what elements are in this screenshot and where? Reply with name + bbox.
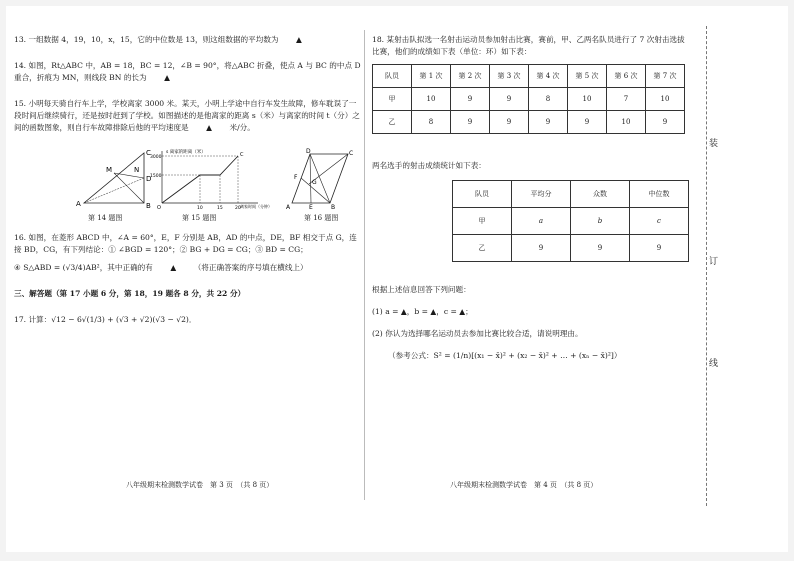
table-cell: 9 bbox=[646, 111, 685, 134]
table-cell: 甲 bbox=[453, 208, 512, 235]
fig16-label-f: F bbox=[294, 174, 298, 181]
table-cell: c bbox=[630, 208, 689, 235]
table-row bbox=[373, 88, 685, 111]
table-header-cell: 第 6 次 bbox=[607, 65, 646, 88]
fig15-ytick-1500: 1500 bbox=[150, 174, 162, 179]
table-header-cell: 第 3 次 bbox=[490, 65, 529, 88]
question-number: 16. bbox=[14, 233, 27, 242]
binding-char-2: 订 bbox=[709, 257, 719, 267]
table-header-row bbox=[453, 181, 689, 208]
fig15-ylabel: s 离家的距离（米） bbox=[166, 150, 206, 155]
table-cell: 9 bbox=[568, 111, 607, 134]
fig15-point-c: C bbox=[240, 152, 244, 158]
table-header-cell: 第 2 次 bbox=[451, 65, 490, 88]
question-text: 如图，在菱形 ABCD 中，∠A = 60°，E，F 分别是 AB，AD 的中点，DE，BF 相交于点 G，连接 BD，CG，有下列结论：① ∠BGD = 120°；② BG + DG = CG；③ BD = CG； bbox=[14, 233, 357, 254]
exam-sheet bbox=[6, 6, 788, 552]
table-header-cell: 第 4 次 bbox=[529, 65, 568, 88]
question-text: 计算：√12 − 6√(1/3) + (√3 + √2)(√3 − √2)． bbox=[28, 315, 197, 324]
question-17 bbox=[14, 314, 362, 326]
table-cell: 10 bbox=[646, 88, 685, 111]
table-cell: 9 bbox=[490, 111, 529, 134]
table-cell: 9 bbox=[512, 235, 571, 262]
question-text: 小明每天骑自行车上学，学校离家 3000 米。某天，小明上学途中自行车发生故障，修车耽误了一段时间后继续骑行，还是按时赶到了学校。如图描述的是他离家的距离 s（米）与离家的时间 t（分）之间的函数图象，则自行车故障排除后他的平均速度是 bbox=[14, 99, 360, 132]
fig16-label-b: B bbox=[331, 204, 336, 211]
fig16-label-a: A bbox=[286, 204, 291, 211]
question-16-line2 bbox=[14, 262, 362, 274]
answer-blank: ▲ bbox=[170, 263, 177, 272]
table-row bbox=[453, 208, 689, 235]
part-label: (2) bbox=[372, 329, 383, 338]
answer-blank: ▲ bbox=[164, 73, 170, 82]
scores-table bbox=[372, 64, 685, 134]
column-divider bbox=[364, 30, 365, 500]
table-cell: 7 bbox=[607, 88, 646, 111]
table-header-cell: 队员 bbox=[373, 65, 412, 88]
page-footer-left: 八年级期末检测数学试卷 第 3 页 （共 8 页） bbox=[126, 481, 274, 489]
question-18 bbox=[372, 34, 690, 58]
page-footer-right: 八年级期末检测数学试卷 第 4 页 （共 8 页） bbox=[450, 481, 598, 489]
part-text: a = ▲，b = ▲，c = ▲； bbox=[385, 307, 473, 316]
question-text: 如图，Rt△ABC 中，AB = 18，BC = 12，∠B = 90°，将△ABC 折叠，使点 A 与 BC 的中点 D 重合，折痕为 MN，则线段 BN 的长为 bbox=[14, 61, 361, 82]
part-label: (1) bbox=[372, 307, 383, 316]
answer-blank: ▲ bbox=[296, 35, 302, 44]
fig14-label-m: M bbox=[106, 166, 113, 174]
fig15-xlabel: 离家时间（分钟） bbox=[240, 204, 272, 209]
table-cell: 8 bbox=[412, 111, 451, 134]
fig16-label-c: C bbox=[349, 150, 354, 157]
table-header-cell: 第 7 次 bbox=[646, 65, 685, 88]
binding-char-1: 装 bbox=[709, 139, 719, 149]
left-column bbox=[14, 34, 362, 340]
fig14-label-a: A bbox=[76, 200, 81, 208]
right-column bbox=[372, 34, 690, 362]
fig15-caption: 第 15 题图 bbox=[182, 214, 217, 222]
question-number: 18. bbox=[372, 35, 385, 44]
fig16-label-g: G bbox=[312, 179, 317, 186]
table-header-cell: 平均分 bbox=[512, 181, 571, 208]
figure-16 bbox=[286, 148, 356, 210]
ask-text: 根据上述信息回答下列问题： bbox=[372, 285, 471, 294]
fig16-label-e: E bbox=[309, 204, 313, 211]
fig16-label-d: D bbox=[306, 148, 311, 155]
question-15 bbox=[14, 98, 362, 134]
section-3-heading: 三、解答题（第 17 小题 6 分，第 18，19 题各 8 分，共 22 分） bbox=[14, 289, 246, 298]
table-cell: 8 bbox=[529, 88, 568, 111]
table-cell: b bbox=[571, 208, 630, 235]
question-text: 一组数据 4，19，10，x，15，它的中位数是 13，则这组数据的平均数为 bbox=[28, 35, 279, 44]
figures-row bbox=[14, 148, 362, 226]
fig15-origin: O bbox=[157, 205, 161, 211]
table-cell: 9 bbox=[529, 111, 568, 134]
table-header-cell: 队员 bbox=[453, 181, 512, 208]
table-cell: a bbox=[512, 208, 571, 235]
question-number: 15. bbox=[14, 99, 27, 108]
table-header-cell: 众数 bbox=[571, 181, 630, 208]
fig14-label-c: C bbox=[146, 149, 151, 157]
note-text: （将正确答案的序号填在横线上） bbox=[193, 263, 308, 272]
question-text: ④ S△ABD = (√3/4)AB²，其中正确的有 bbox=[14, 263, 153, 272]
fig15-xtick-20: 20 bbox=[235, 206, 241, 211]
table-cell: 乙 bbox=[373, 111, 412, 134]
fig16-caption: 第 16 题图 bbox=[304, 214, 339, 222]
part-1 bbox=[372, 306, 690, 318]
fig14-label-b: B bbox=[146, 202, 151, 210]
table-header-cell: 第 1 次 bbox=[412, 65, 451, 88]
fig15-ytick-3000: 3000 bbox=[150, 155, 162, 160]
question-number: 17. bbox=[14, 315, 27, 324]
table-header-cell: 第 5 次 bbox=[568, 65, 607, 88]
part-text: 你认为选择哪名运动员去参加比赛比较合适，请说明理由。 bbox=[385, 329, 583, 338]
fig14-label-d: D bbox=[146, 175, 152, 183]
table-cell: 9 bbox=[571, 235, 630, 262]
table-cell: 9 bbox=[451, 111, 490, 134]
table-cell: 9 bbox=[451, 88, 490, 111]
figure-15 bbox=[150, 148, 272, 211]
table-cell: 甲 bbox=[373, 88, 412, 111]
fig14-label-n: N bbox=[134, 166, 140, 174]
table-cell: 9 bbox=[630, 235, 689, 262]
table2-intro: 两名选手的射击成绩统计如下表： bbox=[372, 161, 486, 170]
part-2 bbox=[372, 328, 690, 340]
table-cell: 10 bbox=[568, 88, 607, 111]
question-number: 13. bbox=[14, 35, 27, 44]
table-cell: 10 bbox=[607, 111, 646, 134]
table-header-cell: 中位数 bbox=[630, 181, 689, 208]
fig14-caption: 第 14 题图 bbox=[88, 214, 123, 222]
unit-text: 米/分。 bbox=[229, 123, 255, 132]
question-text: 某射击队拟选一名射击运动员参加射击比赛，赛前，甲、乙两名队员进行了 7 次射击选拔比赛，他们的成绩如下表（单位：环）如下表： bbox=[372, 35, 685, 56]
stats-table bbox=[452, 180, 689, 262]
question-13 bbox=[14, 34, 362, 46]
table-header-row bbox=[373, 65, 685, 88]
fig15-xtick-10: 10 bbox=[197, 206, 203, 211]
reference-formula: （参考公式：S² = (1/n)[(x₁ − x̄)² + (x₂ − x̄)² + … + (xₙ − x̄)²]） bbox=[388, 351, 622, 360]
question-16 bbox=[14, 232, 362, 274]
question-14 bbox=[14, 60, 362, 84]
binding-char-3: 线 bbox=[709, 359, 719, 369]
table-cell: 9 bbox=[490, 88, 529, 111]
table-row bbox=[453, 235, 689, 262]
question-number: 14. bbox=[14, 61, 27, 70]
table-cell: 乙 bbox=[453, 235, 512, 262]
fig15-xtick-15: 15 bbox=[217, 206, 223, 211]
table-row bbox=[373, 111, 685, 134]
table-cell: 10 bbox=[412, 88, 451, 111]
answer-blank: ▲ bbox=[206, 123, 212, 132]
